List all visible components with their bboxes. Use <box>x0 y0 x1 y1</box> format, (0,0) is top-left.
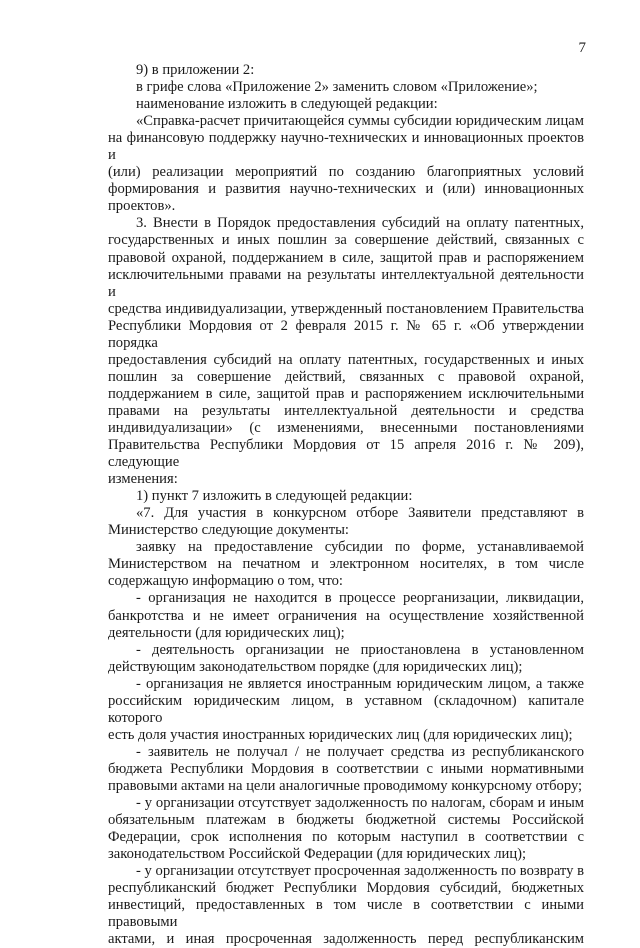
text-line: правами на результаты интеллектуальной деятельности и средства <box>108 402 584 419</box>
text-line: правовыми актами на цели аналогичные проводимому конкурсному отбору; <box>108 777 583 794</box>
text-line: действующим законодательством порядке (для юридических лиц); <box>108 658 523 675</box>
text-line: наименование изложить в следующей редакции: <box>136 96 438 113</box>
text-line: - деятельность организации не приостановлена в установленном <box>136 641 584 658</box>
text-line: инвестиций, предоставленных в том числе в соответствии с иными правовыми <box>108 897 584 931</box>
text-line: предоставления субсидий на оплату патентных, государственных и иных <box>108 351 584 368</box>
text-line: российским юридическим лицом, в уставном (складочном) капитале которого <box>108 692 584 726</box>
text-line: банкротства и не имеет ограничения на осуществление хозяйственной <box>108 607 584 624</box>
text-line: правовой охраной, поддержанием в силе, защитой прав и распоряжением <box>108 249 584 266</box>
text-line: проектов». <box>108 198 176 215</box>
text-line: - организация не является иностранным юридическим лицом, а также <box>136 675 584 692</box>
text-line: «7. Для участия в конкурсном отборе Заявители представляют в <box>136 505 584 522</box>
text-line: 3. Внести в Порядок предоставления субсидий на оплату патентных, <box>136 215 584 232</box>
text-line: - организация не находится в процессе реорганизации, ликвидации, <box>136 590 584 607</box>
text-line: Министерство следующие документы: <box>108 522 349 539</box>
text-line: государственных и иных пошлин за совершение действий, связанных с <box>108 232 584 249</box>
text-line: пошлин за совершение действий, связанных с правовой охраной, <box>108 368 584 385</box>
text-line: - заявитель не получал / не получает средства из республиканского <box>136 743 584 760</box>
text-line: индивидуализации» (с изменениями, внесенными постановлениями <box>108 419 584 436</box>
text-line: исключительными правами на результаты интеллектуальной деятельности и <box>108 266 584 300</box>
text-line: формирования и развития научно-технических и (или) инновационных <box>108 181 584 198</box>
text-line: «Справка-расчет причитающейся суммы субсидии юридическим лицам <box>136 113 584 130</box>
text-line: - у организации отсутствует задолженность по налогам, сборам и иным <box>136 795 584 812</box>
text-line: содержащую информацию о том, что: <box>108 573 343 590</box>
text-line: (или) реализации мероприятий по созданию благоприятных условий <box>108 164 584 181</box>
text-line: 9) в приложении 2: <box>136 62 255 78</box>
text-line: деятельности (для юридических лиц); <box>108 624 345 641</box>
text-line: законодательством Российской Федерации (для юридических лиц); <box>108 846 527 863</box>
text-line: средства индивидуализации, утвержденный постановлением Правительства <box>108 300 584 317</box>
text-line: Федерации, срок исполнения по которым наступил в соответствии с <box>108 829 584 846</box>
text-line: Правительства Республики Мордовия от 15 апреля 2016 г. № 209), следующие <box>108 437 584 471</box>
text-line: - у организации отсутствует просроченная задолженность по возврату в <box>136 863 584 880</box>
text-line: Министерством на печатном и электронном носителях, в том числе <box>108 556 584 573</box>
text-line: республиканский бюджет Республики Мордовия субсидий, бюджетных <box>108 880 584 897</box>
text-line: бюджета Республики Мордовия в соответствии с иными нормативными <box>108 760 584 777</box>
text-line: поддержанием в силе, защитой прав и распоряжением исключительными <box>108 385 584 402</box>
text-line: изменения: <box>108 471 178 488</box>
text-line: в грифе слова «Приложение 2» заменить словом «Приложение»; <box>136 79 538 96</box>
text-line: актами, и иная просроченная задолженность перед республиканским <box>108 931 584 948</box>
text-line: Республики Мордовия от 2 февраля 2015 г. № 65 г. «Об утверждении порядка <box>108 317 584 351</box>
text-line: есть доля участия иностранных юридических лиц (для юридических лиц); <box>108 726 573 743</box>
text-line: обязательным платежам в бюджеты бюджетной системы Российской <box>108 812 584 829</box>
text-line: 1) пункт 7 изложить в следующей редакции: <box>136 488 413 505</box>
text-line: на финансовую поддержку научно-технических и инновационных проектов и <box>108 130 584 164</box>
text-line: заявку на предоставление субсидии по форме, устанавливаемой <box>136 539 584 556</box>
page-number: 7 <box>578 40 586 56</box>
document-body <box>108 62 584 948</box>
